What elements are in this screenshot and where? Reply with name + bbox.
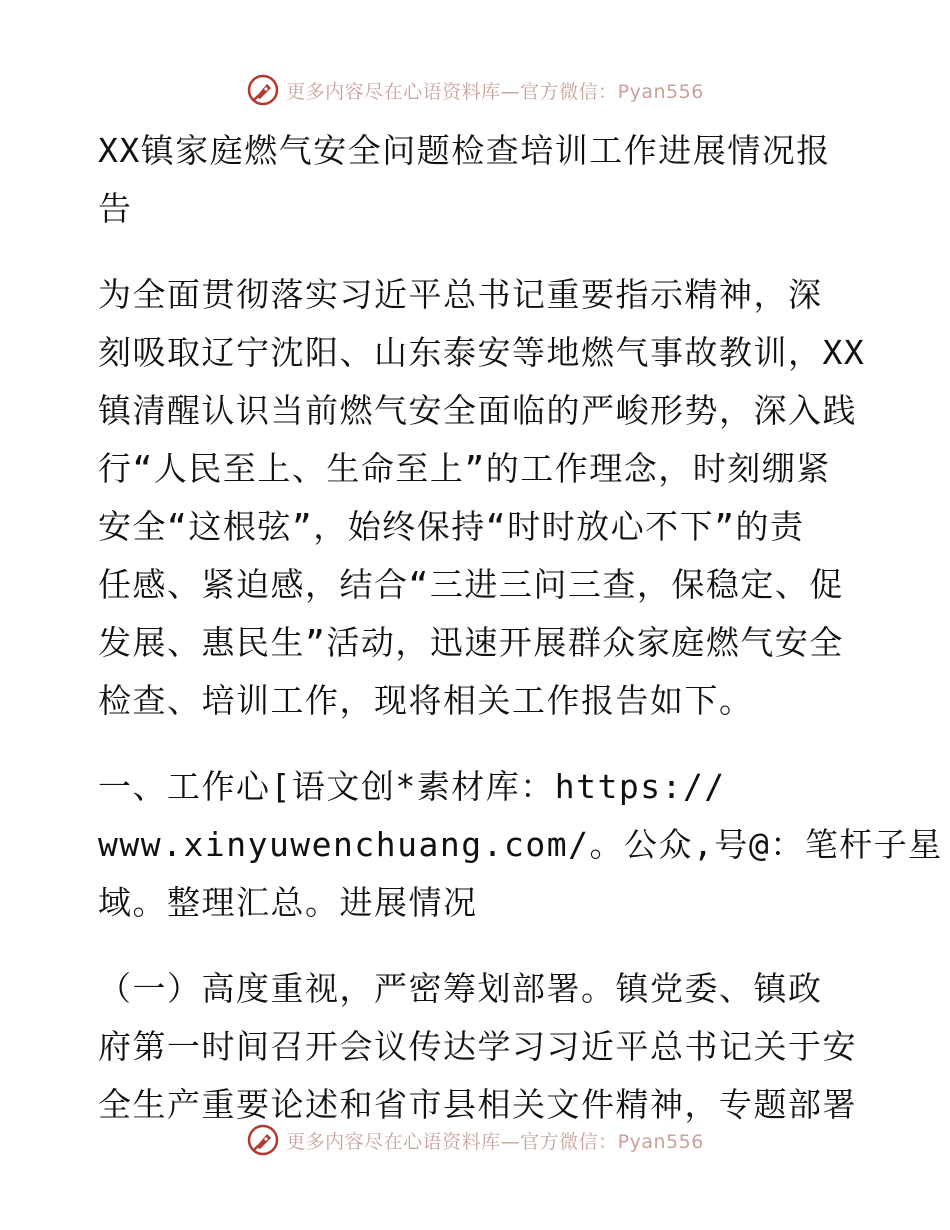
text-line: 镇清醒认识当前燃气安全面临的严峻形势，深入践 xyxy=(98,391,857,430)
document-body xyxy=(98,122,943,1134)
text-line: 检查、培训工作，现将相关工作报告如下。 xyxy=(98,681,754,720)
text-line: 一、工作心[语文创*素材库：https:// xyxy=(98,767,726,806)
text-line: 行“人民至上、生命至上”的工作理念，时刻绷紧 xyxy=(98,449,831,488)
text-line: www.xinyuwenchuang.com/。公众,号@：笔杆子星 xyxy=(98,825,943,864)
text-line: 发展、惠民生”活动，迅速开展群众家庭燃气安全 xyxy=(98,623,844,662)
text-line: 为全面贯彻落实习近平总书记重要指示精神，深 xyxy=(98,275,823,314)
section-heading-1 xyxy=(98,758,943,932)
title-line: XX镇家庭燃气安全问题检查培训工作进展情况报 xyxy=(98,131,831,170)
text-line: 安全“这根弦”，始终保持“时时放心不下”的责 xyxy=(98,507,805,546)
watermark-text-top: 更多内容尽在心语资料库—官方微信：Pyan556 xyxy=(286,80,704,103)
paragraph-1 xyxy=(98,960,858,1134)
text-line: 域。整理汇总。进展情况 xyxy=(98,883,478,922)
text-line: （一）高度重视，严密筹划部署。镇党委、镇政 xyxy=(98,969,823,1008)
document-title xyxy=(98,122,858,238)
paragraph-intro xyxy=(98,266,866,730)
watermark-banner-top xyxy=(0,70,950,110)
pen-nib-logo-icon xyxy=(246,73,280,107)
watermark-banner-bottom xyxy=(0,1120,950,1160)
text-line: 刻吸取辽宁沈阳、山东泰安等地燃气事故教训，XX xyxy=(98,333,866,372)
text-line: 全生产重要论述和省市县相关文件精神，专题部署 xyxy=(98,1085,857,1124)
pen-nib-logo-icon xyxy=(246,1123,280,1157)
text-line: 府第一时间召开会议传达学习习近平总书记关于安 xyxy=(98,1027,857,1066)
text-line: 任感、紧迫感，结合“三进三问三查，保稳定、促 xyxy=(98,565,844,604)
title-line: 告 xyxy=(98,189,133,228)
watermark-text-bottom: 更多内容尽在心语资料库—官方微信：Pyan556 xyxy=(286,1130,704,1153)
